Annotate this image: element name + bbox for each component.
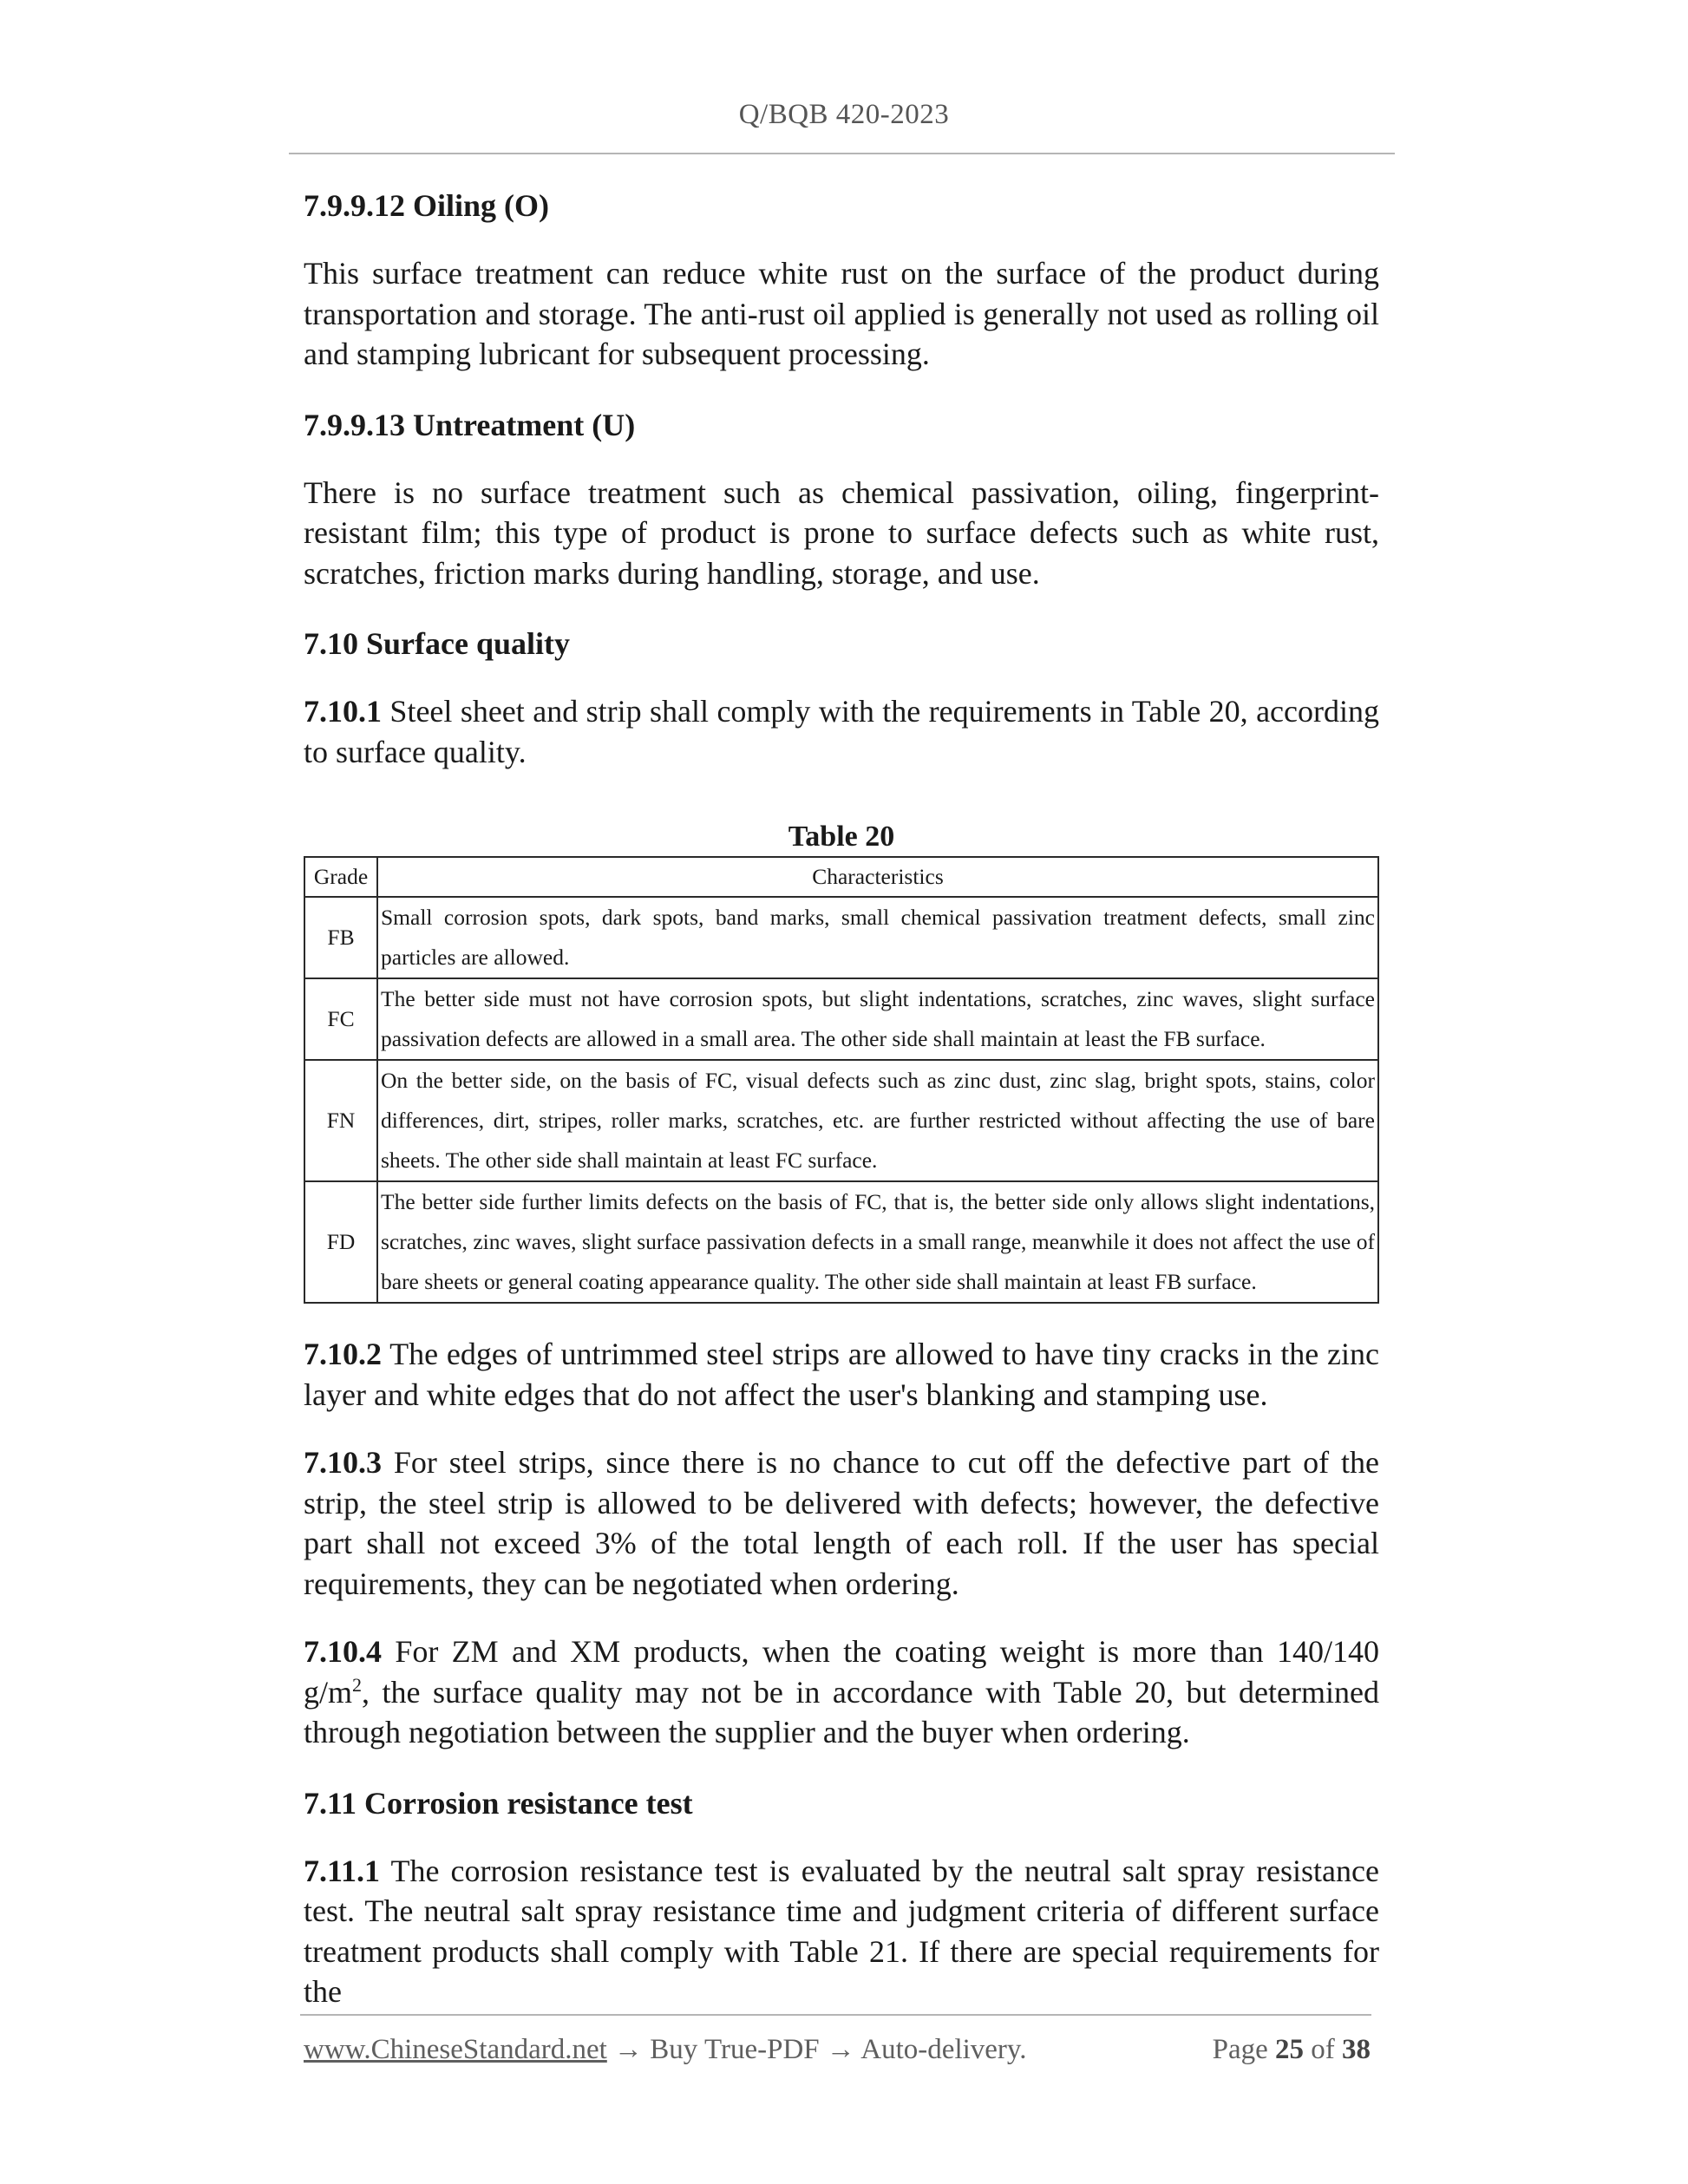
header-grade: Grade [304, 857, 377, 897]
table-header-row [304, 857, 1378, 897]
clause-number: 7.11.1 [304, 1853, 381, 1888]
characteristics-cell: On the better side, on the basis of FC, visual defects such as zinc dust, zinc slag, bright spots, stains, color differences, dirt, stripes, roller marks, scratches, etc. are further restricted without affecting the use of bare sheets. The other side shall maintain at least FC surface. [377, 1060, 1378, 1181]
clause-text: The corrosion resistance test is evaluated by the neutral salt spray resistance test. The neutral salt spray resistance time and judgment criteria of different surface treatment products shall comply with Table 21. If there are special requirements for the [304, 1853, 1379, 2009]
website-link[interactable]: www.ChineseStandard.net [304, 2034, 607, 2065]
clause-number: 7.10.2 [304, 1337, 382, 1371]
clause-text: For steel strips, since there is no chance to cut off the defective part of the strip, the steel strip is allowed to be delivered with defects; however, the defective part shall not exceed 3% of the total length of each roll. If the user has special requirements, they can be negotiated when ordering. [304, 1445, 1379, 1601]
clause-number: 7.10.4 [304, 1634, 382, 1669]
table-row [304, 1060, 1378, 1181]
footer-tagline: → Buy True-PDF → Auto-delivery. [606, 2034, 1027, 2065]
page-number [1213, 2034, 1371, 2066]
page-body [304, 186, 1379, 2012]
characteristics-cell: The better side must not have corrosion spots, but slight indentations, scratches, zinc waves, slight surface passivation defects are allowed in a small area. The other side shall maintain at least the FB surface. [377, 978, 1378, 1060]
page-total: 38 [1342, 2034, 1371, 2065]
page-label: Page [1212, 2034, 1275, 2065]
paragraph-7-10-2 [304, 1334, 1379, 1415]
heading-7-9-9-12: 7.9.9.12 Oiling (O) [304, 188, 550, 223]
clause-number: 7.10.1 [304, 694, 382, 729]
heading-7-10: 7.10 Surface quality [304, 626, 571, 661]
grade-cell: FC [304, 978, 377, 1060]
paragraph-7-10-4 [304, 1631, 1379, 1753]
table-row [304, 978, 1378, 1060]
clause-text: Steel sheet and strip shall comply with the requirements in Table 20, according to surface quality. [304, 694, 1379, 769]
table-row [304, 1181, 1378, 1303]
clause-text-cont: , the surface quality may not be in accordance with Table 20, but determined through negotiation between the supplier and the buyer when ordering. [304, 1674, 1379, 1749]
page-of: of [1304, 2034, 1342, 2065]
grade-cell: FD [304, 1181, 377, 1303]
paragraph-untreatment: There is no surface treatment such as chemical passivation, oiling, fingerprint-resistant film; this type of product is prone to surface defects such as white rust, scratches, friction marks during handling, storage, and use. [304, 474, 1379, 591]
heading-7-11: 7.11 Corrosion resistance test [304, 1785, 693, 1821]
table-20-caption: Table 20 [788, 821, 895, 853]
paragraph-oiling: This surface treatment can reduce white rust on the surface of the product during transportation and storage. The anti-rust oil applied is generally not used as rolling oil and stamping lubricant for subsequent processing. [304, 256, 1379, 371]
header-characteristics: Characteristics [377, 857, 1378, 897]
paragraph-7-10-3 [304, 1442, 1379, 1604]
table-20 [304, 856, 1379, 1304]
paragraph-7-10-1 [304, 691, 1379, 772]
header-divider [289, 153, 1395, 154]
clause-number: 7.10.3 [304, 1445, 382, 1480]
grade-cell: FB [304, 897, 377, 978]
characteristics-cell: Small corrosion spots, dark spots, band marks, small chemical passivation treatment defects, small zinc particles are allowed. [377, 897, 1378, 978]
superscript: 2 [352, 1673, 363, 1696]
page-current: 25 [1275, 2034, 1304, 2065]
heading-7-9-9-13: 7.9.9.13 Untreatment (U) [304, 407, 636, 442]
page-header-doc-id: Q/BQB 420-2023 [738, 99, 950, 130]
clause-text: The edges of untrimmed steel strips are allowed to have tiny cracks in the zinc layer and white edges that do not affect the user's blanking and stamping use. [304, 1337, 1379, 1412]
grade-cell: FN [304, 1060, 377, 1181]
table-row [304, 897, 1378, 978]
footer-divider [300, 2014, 1371, 2016]
characteristics-cell: The better side further limits defects on the basis of FC, that is, the better side only allows slight indentations, scratches, zinc waves, slight surface passivation defects in a small range, meanwhile it does not affect the use of bare sheets or general coating appearance quality. The other side shall maintain at least FB surface. [377, 1181, 1378, 1303]
footer-promo [304, 2034, 1027, 2066]
paragraph-7-11-1 [304, 1851, 1379, 2012]
clause-text: For ZM and XM products, when the coating weight is more than 140/140 g/m [304, 1634, 1379, 1710]
